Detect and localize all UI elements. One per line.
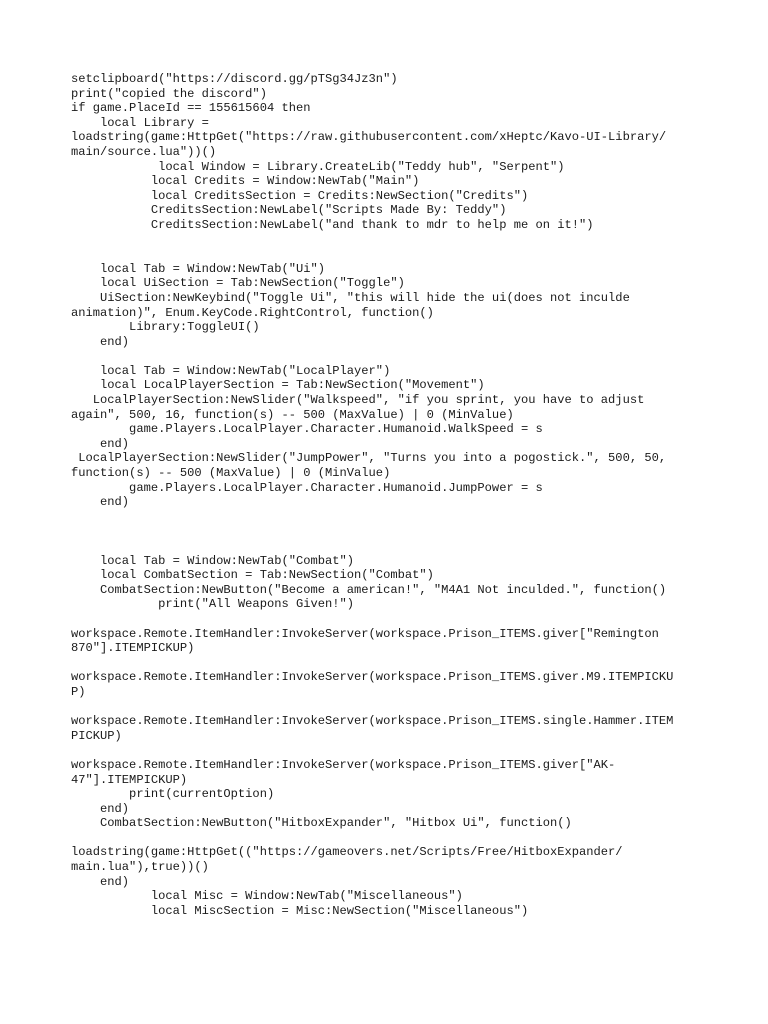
code-line: local Tab = Window:NewTab("LocalPlayer") [71, 363, 391, 378]
code-line: function(s) -- 500 (MaxValue) | 0 (MinValue) [71, 466, 391, 481]
code-line: end) [71, 874, 130, 889]
code-line [71, 233, 701, 248]
code-line: print(currentOption) [71, 787, 275, 802]
code-line: main.lua"),true))() [71, 860, 209, 875]
code-line: end) [71, 436, 130, 451]
code-line [71, 510, 701, 525]
code-line: LocalPlayerSection:NewSlider("Walkspeed", "if you sprint, you have to adjust [71, 393, 645, 408]
code-line [71, 831, 701, 846]
code-line: local CombatSection = Tab:NewSection("Combat") [71, 568, 434, 583]
code-line: workspace.Remote.ItemHandler:InvokeServer(workspace.Prison_ITEMS.single.Hammer.ITEM [71, 714, 674, 729]
code-line: P) [71, 684, 86, 699]
code-line: loadstring(game:HttpGet("https://raw.githubusercontent.com/xHeptc/Kavo-UI-Library/ [71, 130, 667, 145]
code-line: end) [71, 801, 130, 816]
code-line [71, 656, 701, 671]
code-line: 870"].ITEMPICKUP) [71, 641, 195, 656]
code-line: CombatSection:NewButton("Become a american!", "M4A1 Not inculded.", function() [71, 582, 667, 597]
code-line: local UiSection = Tab:NewSection("Toggle") [71, 276, 405, 291]
code-line: game.Players.LocalPlayer.Character.Humanoid.JumpPower = s [71, 480, 543, 495]
code-line: local Credits = Window:NewTab("Main") [71, 174, 420, 189]
code-line: local CreditsSection = Credits:NewSection("Credits") [71, 188, 529, 203]
code-line: end) [71, 495, 130, 510]
code-line: workspace.Remote.ItemHandler:InvokeServer(workspace.Prison_ITEMS.giver["Remington [71, 626, 659, 641]
code-line: Library:ToggleUI() [71, 320, 260, 335]
code-line: local Window = Library.CreateLib("Teddy hub", "Serpent") [71, 159, 565, 174]
code-line: local Library = [71, 115, 209, 130]
code-listing [71, 72, 701, 918]
code-line [71, 349, 701, 364]
code-line: local Misc = Window:NewTab("Miscellaneous") [71, 889, 463, 904]
code-line: local LocalPlayerSection = Tab:NewSection("Movement") [71, 378, 485, 393]
code-line [71, 247, 701, 262]
code-line: PICKUP) [71, 728, 122, 743]
code-line: local Tab = Window:NewTab("Combat") [71, 553, 355, 568]
code-line: game.Players.LocalPlayer.Character.Humanoid.WalkSpeed = s [71, 422, 543, 437]
code-line: print("All Weapons Given!") [71, 597, 355, 612]
code-line: main/source.lua"))() [71, 144, 217, 159]
code-line: again", 500, 16, function(s) -- 500 (MaxValue) | 0 (MinValue) [71, 407, 514, 422]
code-line: workspace.Remote.ItemHandler:InvokeServer(workspace.Prison_ITEMS.giver["AK- [71, 757, 616, 772]
code-line: CombatSection:NewButton("HitboxExpander", "Hitbox Ui", function() [71, 816, 572, 831]
code-line [71, 539, 701, 554]
code-line: end) [71, 334, 130, 349]
code-line: if game.PlaceId == 155615604 then [71, 101, 311, 116]
code-line: print("copied the discord") [71, 86, 267, 101]
code-line [71, 700, 701, 715]
code-line: CreditsSection:NewLabel("and thank to mdr to help me on it!") [71, 217, 594, 232]
code-line: 47"].ITEMPICKUP) [71, 772, 188, 787]
code-line: setclipboard("https://discord.gg/pTSg34Jz3n") [71, 72, 398, 86]
code-line: LocalPlayerSection:NewSlider("JumpPower", "Turns you into a pogostick.", 500, 50, [71, 451, 667, 466]
code-line: UiSection:NewKeybind("Toggle Ui", "this will hide the ui(does not inculde [71, 290, 630, 305]
code-line [71, 524, 701, 539]
code-line: CreditsSection:NewLabel("Scripts Made By: Teddy") [71, 203, 507, 218]
code-line: loadstring(game:HttpGet(("https://gameovers.net/Scripts/Free/HitboxExpander/ [71, 845, 623, 860]
code-line: local Tab = Window:NewTab("Ui") [71, 261, 326, 276]
code-line: animation)", Enum.KeyCode.RightControl, function() [71, 305, 434, 320]
code-line: workspace.Remote.ItemHandler:InvokeServer(workspace.Prison_ITEMS.giver.M9.ITEMPICKU [71, 670, 674, 685]
code-line [71, 743, 701, 758]
code-line: local MiscSection = Misc:NewSection("Miscellaneous") [71, 903, 529, 918]
code-line [71, 612, 701, 627]
